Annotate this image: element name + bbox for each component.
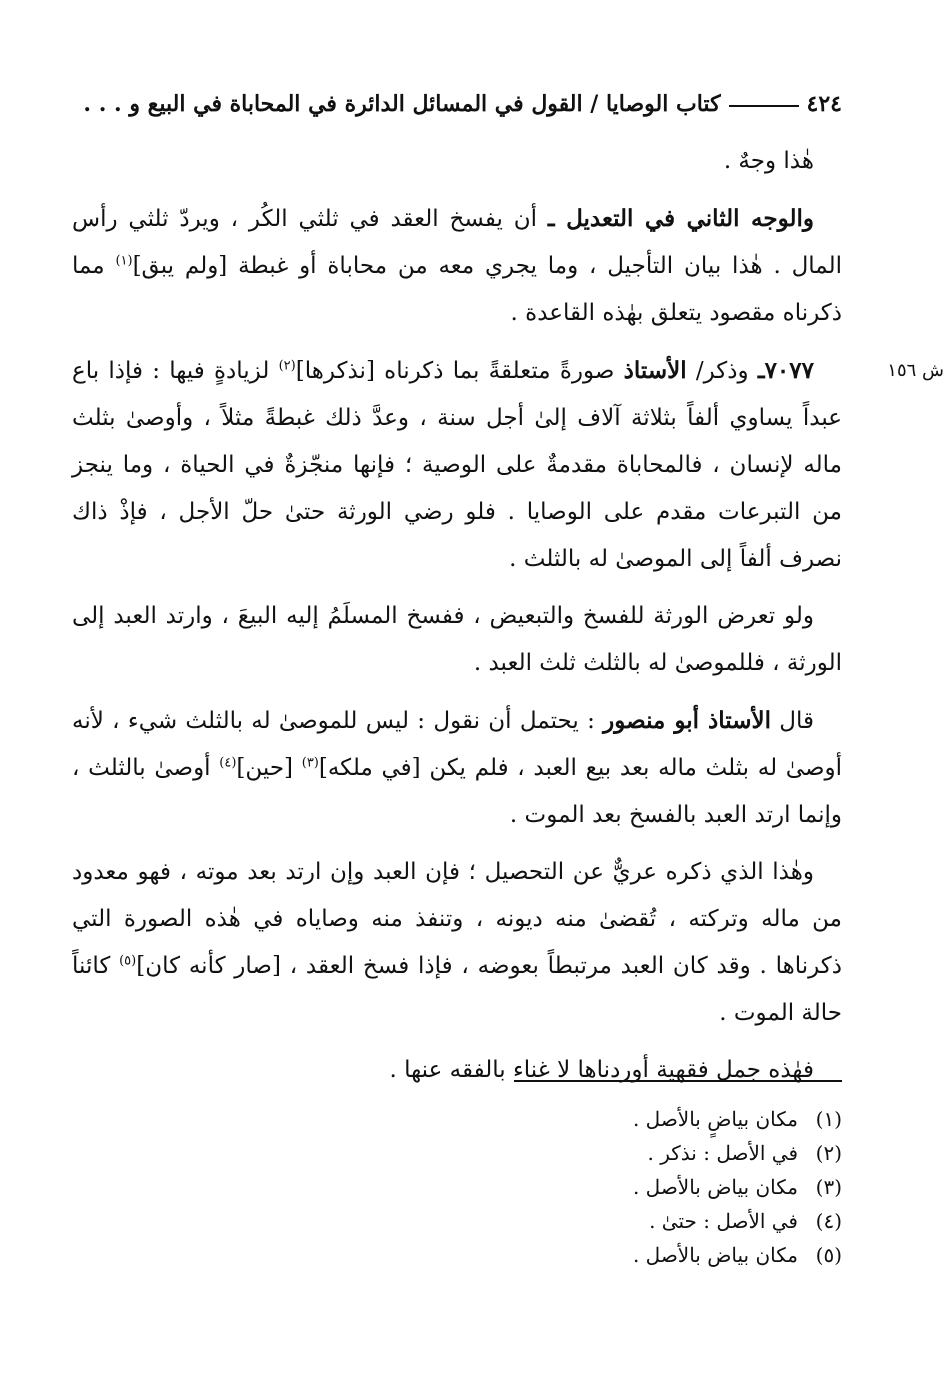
paragraph-4 [72,593,842,687]
margin-reference: ش ١٥٦ [887,360,944,381]
footnote-number: (٥) [815,1243,842,1267]
header-rule [729,105,799,107]
paragraph-7 [72,1047,842,1094]
paragraph-5-text-d: أوصىٰ بالثلث ، وإنما ارتد العبد بالفسخ بعد الموت . [72,755,842,828]
footnote-separator [514,1080,842,1082]
paragraph-3-text-a: وذكر/ [686,358,758,384]
paragraph-1 [72,138,842,185]
footnote-number: (٣) [815,1175,842,1199]
footnote-2 [442,1136,842,1170]
main-text [72,138,842,1104]
page-number: ٤٢٤ [806,91,842,117]
footnote-3 [442,1170,842,1204]
paragraph-5-text-b: : يحتمل أن نقول : ليس للموصىٰ له بالثلث شيء ، لأنه أوصىٰ له بثلث ماله بعد بيع العبد ، فلم يكن [في ملكه] [72,708,842,781]
paragraph-4-text: ولو تعرض الورثة للفسخ والتبعيض ، ففسخ المسلَمُ إليه البيعَ ، وارتد العبد إلى الورثة ، فللموصىٰ له بالثلث ثلث العبد . [72,603,842,676]
footnotes [442,1102,842,1272]
running-header [80,84,842,124]
footnote-number: (١) [815,1107,842,1131]
footnote-ref-5[interactable]: (٥) [119,953,137,969]
section-heading: والوجه الثاني في التعديل ـ [547,205,814,232]
footnote-text: مكان بياض بالأصل . [632,1175,798,1199]
footnote-ref-1[interactable]: (١) [115,253,133,269]
footnote-number: (٢) [815,1141,842,1165]
footnote-number: (٤) [815,1209,842,1233]
footnote-text: مكان بياضٍ بالأصل . [632,1107,798,1131]
paragraph-2 [72,195,842,337]
running-title: كتاب الوصايا / القول في المسائل الدائرة في المحاباة في البيع و . . . [83,91,721,117]
footnote-text: مكان بياض بالأصل . [632,1243,798,1267]
footnote-4 [442,1204,842,1238]
paragraph-6-text-b: كائناً حالة الموت . [72,953,842,1026]
footnote-ref-3[interactable]: (٣) [301,755,319,771]
scholar-name-2: الأستاذ أبو منصور [603,707,771,734]
footnote-text: في الأصل : نذكر . [647,1141,798,1165]
paragraph-6 [72,849,842,1037]
paragraph-1-text: هٰذا وجهٌ . [723,148,814,174]
paragraph-2-text-a: أن يفسخ العقد في ثلثي الكُر ، ويردّ ثلثي رأس المال . هٰذا بيان التأجيل ، وما يجري معه من محاباة أو غبطة [ولم يبق] [72,206,842,279]
paragraph-3-text-c: لزيادةٍ فيها : فإذا باع عبداً يساوي ألفاً بثلاثة آلاف إلىٰ أجل سنة ، وعدَّ ذلك غبطةً مثلاً ، وأوصىٰ بثلث ماله لإنسان ، فالمحاباة مقدمةٌ على الوصية ؛ فإنها منجّزةٌ في الحياة ، وما ينجز من التبرعات مقدم على الوصايا . فلو رضي الورثة حتىٰ حلّ الأجل ، فإذْ ذاك نصرف ألفاً إلى الموصىٰ له بالثلث . [72,358,842,572]
paragraph-2-text-b: مما ذكرناه مقصود يتعلق بهٰذه القاعدة . [72,253,842,326]
paragraph-6-text-a: وهٰذا الذي ذكره عريٌّ عن التحصيل ؛ فإن العبد وإن ارتد بعد موته ، فهو معدود من ماله وتركته ، تُقضىٰ منه ديونه ، وتنفذ منه وصاياه في هٰذه الصورة التي ذكرناها . وقد كان العبد مرتبطاً بعوضه ، فإذا فسخ العقد ، [صار كأنه كان] [72,859,842,979]
issue-number: ٧٠٧٧ـ [757,357,814,384]
paragraph-5 [72,697,842,839]
footnote-ref-4[interactable]: (٤) [219,755,237,771]
scholar-name: الأستاذ [623,357,687,384]
paragraph-3 [72,347,842,583]
paragraph-5-text-a: قال [770,708,814,734]
footnote-text: في الأصل : حتىٰ . [649,1209,798,1233]
footnote-1 [442,1102,842,1136]
paragraph-3-text-b: صورةً متعلقةً بما ذكرناه [نذكرها] [295,358,624,384]
footnote-ref-2[interactable]: (٢) [278,358,296,374]
paragraph-7-text: فهٰذه جمل فقهية أوردناها لا غناء بالفقه عنها . [389,1057,814,1083]
paragraph-5-text-c: [حين] [236,755,302,781]
footnote-5 [442,1238,842,1272]
